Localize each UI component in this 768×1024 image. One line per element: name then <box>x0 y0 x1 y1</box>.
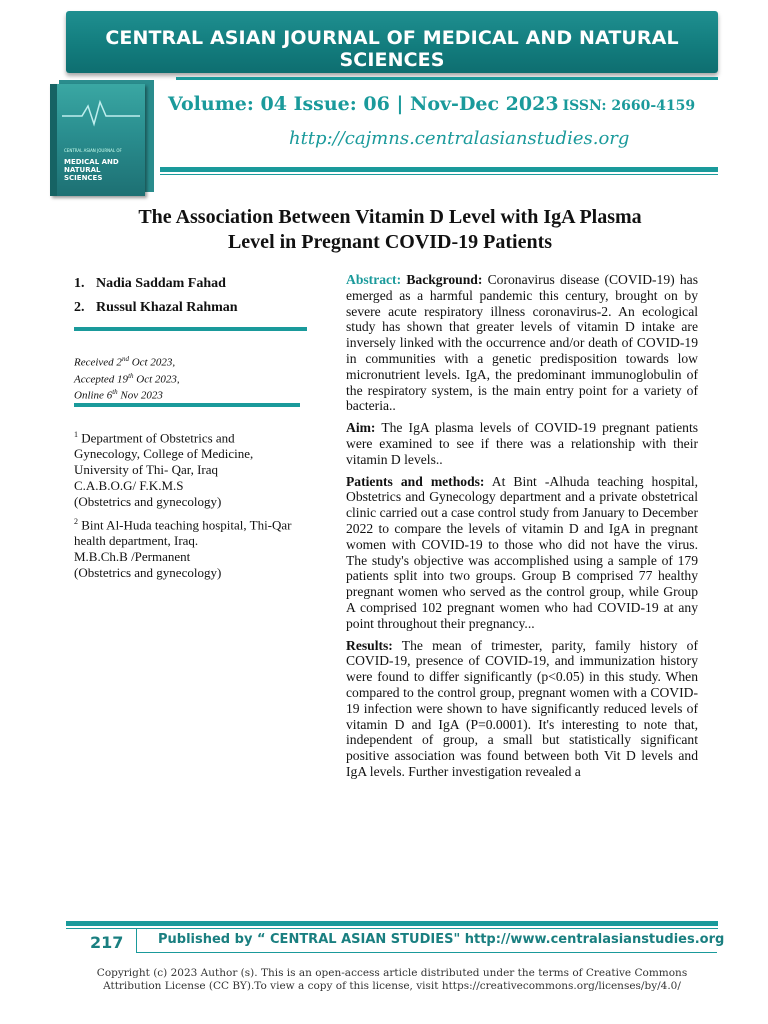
issn: ISSN: 2660-4159 <box>562 98 696 114</box>
footer-rule <box>66 921 718 926</box>
divider-bar <box>74 403 300 407</box>
author-list <box>74 272 238 320</box>
cover-small-text: CENTRAL ASIAN JOURNAL OF <box>64 148 122 153</box>
affiliation-2: $^2$ Bint Al-Huda teaching hospital, Thi-Qar health department, Iraq. M.B.Ch.B /Permanent (Obstetrics and gynecology) <box>74 517 292 581</box>
paper-title: The Association Between Vitamin D Level with IgA Plasma Level in Pregnant COVID-19 Patients <box>138 206 642 253</box>
copyright-notice: Copyright (c) 2023 Author (s). This is an open-access article distributed under the terms of Creative Commons Attribution License (CC BY).To view a copy of this license, visit https://creativecommons.org/licenses/by/4.0/ <box>96 967 688 992</box>
abstract-aim: Aim: The IgA plasma levels of COVID-19 pregnant patients were examined to see if there was a relationship with their vitamin D levels.. <box>346 420 699 467</box>
cover-title: MEDICAL AND NATURAL SCIENCES <box>64 158 119 182</box>
cover-front <box>50 84 145 196</box>
author-item: 1. Nadia Saddam Fahad <box>74 276 226 291</box>
page-number: 217 <box>90 933 124 952</box>
journal-cover-image <box>50 80 154 198</box>
abstract <box>346 272 698 786</box>
divider-bar <box>74 327 307 331</box>
header-rule-bottom <box>160 167 718 172</box>
article-dates: Received 2nd Oct 2023, Accepted 19th Oct 2023, Online 6th Nov 2023 <box>74 355 180 402</box>
abstract-results: Results: The mean of trimester, parity, family history of COVID-19, presence of COVID-19, and immunization history were found to differ significantly (p<0.05) in this study. When compared to the control group, pregnant women with a COVID-19 infection were shown to have significantly reduced levels of vitamin D and IgA (P=0.0001). It's interesting to note that, independent of group, a small but statistically significant positive association was found between both Vit D levels and IgA levels. Further investigation revealed a <box>346 637 698 779</box>
header-rule-top <box>176 77 718 80</box>
journal-banner <box>66 11 718 73</box>
author-item: 2. Russul Khazal Rahman <box>74 300 238 315</box>
affiliation-1: $^1$ Department of Obstetrics and Gynecology, College of Medicine, University of Thi- Qar, Iraq C.A.B.O.G/ F.K.M.S (Obstetrics and gynecology) <box>74 430 254 510</box>
journal-name: CENTRAL ASIAN JOURNAL OF MEDICAL AND NATURAL SCIENCES <box>105 27 679 71</box>
journal-url[interactable]: http://cajmns.centralasianstudies.org <box>289 128 630 149</box>
publisher-line[interactable]: Published by “ CENTRAL ASIAN STUDIES" http://www.centralasianstudies.org <box>158 932 725 947</box>
volume-issue: Volume: 04 Issue: 06 | Nov-Dec 2023 <box>168 93 559 115</box>
volume-line <box>168 93 695 115</box>
heartbeat-icon <box>62 98 140 128</box>
abstract-background: Abstract: Background: Coronavirus disease (COVID-19) has emerged as a harmful pandemic this century, brought on by severe acute respiratory illness coronavirus-2. An ecological study has shown that greater levels of vitamin D intake are inversely linked with the occurrence and/or death of COVID-19 in communities with a genetic predisposition towards low micronutrient levels. IgA, the predominant immunoglobulin of the respiratory system, is the main entry point for a variety of bacteria.. <box>346 272 698 414</box>
abstract-methods: Patients and methods: At Bint -Alhuda teaching hospital, Obstetrics and Gynecology department and a private obstetrical clinic carried out a case control study from January to December 2022 to compare the levels of vitamin D and IgA in pregnant women with COVID-19 to those who did not have the virus. The study's objective was accomplished using a sample of 179 patients split into two groups. Group B comprised 77 healthy pregnant women who served as the control group, while Group A comprised 102 pregnant women who had COVID-19 at any point throughout their pregnancy... <box>346 473 699 631</box>
